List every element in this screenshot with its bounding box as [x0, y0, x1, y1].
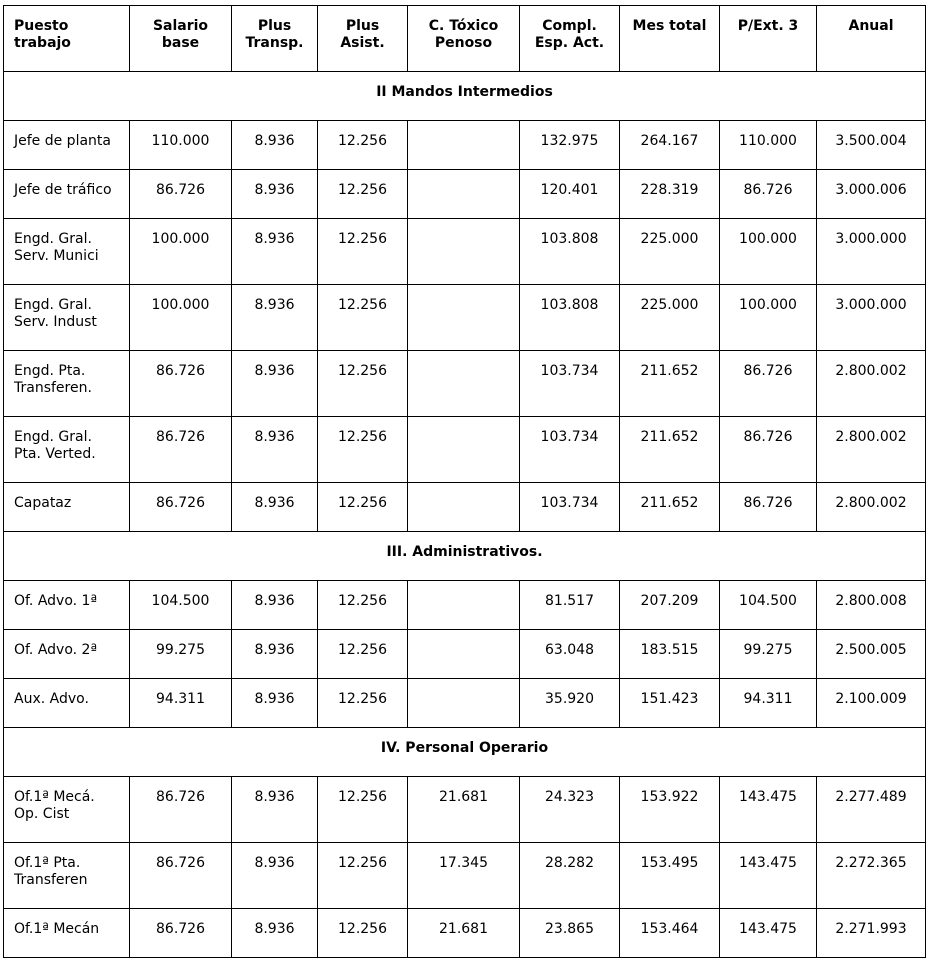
- cell-puesto: [4, 843, 130, 909]
- cell-mes-total: [620, 483, 720, 532]
- cell-salario-base: [130, 777, 232, 843]
- cell-value: 12.256: [338, 691, 387, 707]
- header-puesto-trabajo: Puesto trabajo: [4, 6, 130, 72]
- cell-toxico-penoso: [408, 170, 520, 219]
- cell-puesto: [4, 285, 130, 351]
- cell-value: 2.800.002: [835, 429, 907, 445]
- cell-value: 100.000: [151, 231, 210, 247]
- cell-salario-base: [130, 630, 232, 679]
- cell-toxico-penoso: [408, 909, 520, 958]
- cell-value: 8.936: [254, 495, 295, 511]
- cell-anual: [817, 777, 926, 843]
- cell-value: 12.256: [338, 855, 387, 871]
- cell-value: 94.311: [156, 691, 205, 707]
- cell-salario-base: [130, 351, 232, 417]
- cell-compl-esp-act: [520, 170, 620, 219]
- section-title: IV. Personal Operario: [4, 728, 926, 777]
- cell-value: 211.652: [640, 363, 699, 379]
- table-row: [4, 285, 926, 351]
- cell-value: 2.271.993: [835, 921, 907, 937]
- cell-value: 103.734: [540, 363, 599, 379]
- cell-mes-total: [620, 417, 720, 483]
- cell-p-ext-3: [720, 843, 817, 909]
- cell-plus-transp: [232, 581, 318, 630]
- cell-value: 23.865: [545, 921, 594, 937]
- cell-anual: [817, 909, 926, 958]
- cell-value: 21.681: [439, 921, 488, 937]
- cell-compl-esp-act: [520, 417, 620, 483]
- cell-puesto: [4, 121, 130, 170]
- cell-value: Engd. Gral. Pta. Verted.: [14, 429, 96, 462]
- cell-value: 8.936: [254, 691, 295, 707]
- cell-p-ext-3: [720, 630, 817, 679]
- table-row: [4, 483, 926, 532]
- cell-value: 8.936: [254, 642, 295, 658]
- cell-value: 153.922: [640, 789, 699, 805]
- cell-mes-total: [620, 351, 720, 417]
- header-salario-base: Salario base: [130, 6, 232, 72]
- cell-salario-base: [130, 843, 232, 909]
- cell-p-ext-3: [720, 417, 817, 483]
- cell-value: 12.256: [338, 593, 387, 609]
- cell-value: 86.726: [156, 789, 205, 805]
- table-row: [4, 417, 926, 483]
- cell-value: Engd. Gral. Serv. Munici: [14, 231, 99, 264]
- cell-plus-asist: [318, 170, 408, 219]
- cell-value: 110.000: [739, 133, 797, 149]
- cell-p-ext-3: [720, 483, 817, 532]
- cell-compl-esp-act: [520, 219, 620, 285]
- cell-value: 86.726: [743, 182, 793, 198]
- cell-anual: [817, 843, 926, 909]
- cell-value: 104.500: [151, 593, 210, 609]
- cell-value: Jefe de planta: [14, 133, 111, 149]
- cell-value: 86.726: [156, 855, 205, 871]
- cell-value: Engd. Gral. Serv. Indust: [14, 297, 97, 330]
- cell-value: 103.808: [540, 231, 599, 247]
- cell-value: Of.1ª Pta. Transferen: [14, 855, 88, 888]
- table-row: [4, 843, 926, 909]
- cell-value: 81.517: [545, 593, 594, 609]
- cell-value: 228.319: [640, 182, 699, 198]
- cell-salario-base: [130, 483, 232, 532]
- table-row: [4, 170, 926, 219]
- table-row: [4, 121, 926, 170]
- cell-value: 151.423: [640, 691, 699, 707]
- cell-value: 143.475: [739, 921, 797, 937]
- cell-value: 211.652: [640, 429, 699, 445]
- cell-toxico-penoso: [408, 843, 520, 909]
- cell-value: 28.282: [545, 855, 594, 871]
- cell-compl-esp-act: [520, 843, 620, 909]
- cell-value: 99.275: [156, 642, 205, 658]
- cell-value: 8.936: [254, 297, 295, 313]
- cell-value: 12.256: [338, 363, 387, 379]
- cell-value: 103.734: [540, 495, 599, 511]
- cell-anual: [817, 417, 926, 483]
- cell-value: 2.277.489: [835, 789, 907, 805]
- cell-value: 2.272.365: [835, 855, 907, 871]
- cell-p-ext-3: [720, 170, 817, 219]
- cell-p-ext-3: [720, 285, 817, 351]
- cell-value: 12.256: [338, 297, 387, 313]
- table-row: [4, 219, 926, 285]
- cell-value: 143.475: [739, 789, 797, 805]
- cell-p-ext-3: [720, 909, 817, 958]
- salary-table: [3, 5, 926, 958]
- cell-puesto: [4, 417, 130, 483]
- cell-value: Aux. Advo.: [14, 691, 89, 707]
- header-anual: Anual: [817, 6, 926, 72]
- cell-value: 35.920: [545, 691, 594, 707]
- cell-salario-base: [130, 679, 232, 728]
- cell-value: Engd. Pta. Transferen.: [14, 363, 92, 396]
- cell-plus-asist: [318, 630, 408, 679]
- cell-value: 94.311: [743, 691, 793, 707]
- table-row: [4, 630, 926, 679]
- cell-plus-transp: [232, 219, 318, 285]
- cell-plus-transp: [232, 909, 318, 958]
- cell-value: 12.256: [338, 133, 387, 149]
- cell-salario-base: [130, 909, 232, 958]
- cell-value: 86.726: [156, 495, 205, 511]
- cell-plus-asist: [318, 285, 408, 351]
- cell-value: 8.936: [254, 921, 295, 937]
- cell-value: 3.000.000: [835, 231, 907, 247]
- cell-value: 8.936: [254, 429, 295, 445]
- cell-anual: [817, 483, 926, 532]
- cell-value: 12.256: [338, 231, 387, 247]
- cell-value: 99.275: [743, 642, 793, 658]
- cell-value: 2.100.009: [835, 691, 907, 707]
- cell-plus-asist: [318, 909, 408, 958]
- cell-compl-esp-act: [520, 909, 620, 958]
- cell-salario-base: [130, 285, 232, 351]
- table-row: [4, 909, 926, 958]
- cell-puesto: [4, 630, 130, 679]
- cell-mes-total: [620, 777, 720, 843]
- cell-value: 103.808: [540, 297, 599, 313]
- table-row: [4, 581, 926, 630]
- cell-value: 12.256: [338, 495, 387, 511]
- cell-value: Of.1ª Mecán: [14, 921, 100, 937]
- cell-salario-base: [130, 417, 232, 483]
- cell-plus-transp: [232, 843, 318, 909]
- cell-toxico-penoso: [408, 483, 520, 532]
- cell-compl-esp-act: [520, 121, 620, 170]
- cell-value: 225.000: [640, 231, 699, 247]
- cell-value: 24.323: [545, 789, 594, 805]
- cell-value: 8.936: [254, 363, 295, 379]
- cell-plus-transp: [232, 285, 318, 351]
- cell-mes-total: [620, 679, 720, 728]
- cell-value: 12.256: [338, 921, 387, 937]
- cell-compl-esp-act: [520, 581, 620, 630]
- header-row: [4, 6, 926, 72]
- cell-value: 8.936: [254, 593, 295, 609]
- cell-plus-transp: [232, 170, 318, 219]
- cell-mes-total: [620, 909, 720, 958]
- cell-value: 3.000.006: [835, 182, 907, 198]
- cell-anual: [817, 630, 926, 679]
- cell-salario-base: [130, 121, 232, 170]
- cell-plus-transp: [232, 483, 318, 532]
- cell-value: 17.345: [439, 855, 488, 871]
- table-row: [4, 351, 926, 417]
- cell-value: 86.726: [156, 429, 205, 445]
- cell-value: 132.975: [540, 133, 599, 149]
- cell-toxico-penoso: [408, 581, 520, 630]
- cell-value: 104.500: [739, 593, 797, 609]
- cell-plus-transp: [232, 679, 318, 728]
- cell-value: 8.936: [254, 789, 295, 805]
- cell-anual: [817, 679, 926, 728]
- cell-value: 2.800.002: [835, 495, 907, 511]
- section-row: [4, 72, 926, 121]
- cell-toxico-penoso: [408, 351, 520, 417]
- table-row: [4, 777, 926, 843]
- cell-value: 3.500.004: [835, 133, 907, 149]
- cell-toxico-penoso: [408, 219, 520, 285]
- cell-value: 86.726: [156, 921, 205, 937]
- cell-value: 3.000.000: [835, 297, 907, 313]
- cell-compl-esp-act: [520, 679, 620, 728]
- cell-value: 8.936: [254, 855, 295, 871]
- cell-compl-esp-act: [520, 630, 620, 679]
- cell-value: 86.726: [743, 363, 793, 379]
- cell-puesto: [4, 170, 130, 219]
- cell-value: Capataz: [14, 495, 72, 511]
- cell-plus-transp: [232, 777, 318, 843]
- cell-anual: [817, 219, 926, 285]
- cell-value: 264.167: [640, 133, 699, 149]
- section-row: [4, 532, 926, 581]
- cell-value: 2.800.002: [835, 363, 907, 379]
- cell-value: Of. Advo. 1ª: [14, 593, 98, 609]
- cell-value: 8.936: [254, 182, 295, 198]
- header-plus-transp: Plus Transp.: [232, 6, 318, 72]
- cell-p-ext-3: [720, 777, 817, 843]
- cell-plus-asist: [318, 581, 408, 630]
- cell-puesto: [4, 679, 130, 728]
- cell-value: 153.495: [640, 855, 699, 871]
- cell-puesto: [4, 777, 130, 843]
- cell-mes-total: [620, 843, 720, 909]
- cell-value: Of.1ª Mecá. Op. Cist: [14, 789, 95, 822]
- cell-mes-total: [620, 219, 720, 285]
- section-row: [4, 728, 926, 777]
- cell-value: 12.256: [338, 789, 387, 805]
- cell-mes-total: [620, 581, 720, 630]
- section-title: III. Administrativos.: [4, 532, 926, 581]
- cell-value: Jefe de tráfico: [14, 182, 112, 198]
- table-row: [4, 679, 926, 728]
- header-compl-esp-act: Compl. Esp. Act.: [520, 6, 620, 72]
- cell-plus-asist: [318, 483, 408, 532]
- cell-compl-esp-act: [520, 285, 620, 351]
- cell-puesto: [4, 909, 130, 958]
- cell-value: 8.936: [254, 231, 295, 247]
- cell-value: 12.256: [338, 429, 387, 445]
- cell-value: 2.500.005: [835, 642, 907, 658]
- cell-compl-esp-act: [520, 777, 620, 843]
- cell-value: 100.000: [739, 231, 797, 247]
- cell-value: 110.000: [151, 133, 210, 149]
- cell-p-ext-3: [720, 219, 817, 285]
- cell-p-ext-3: [720, 679, 817, 728]
- cell-value: 211.652: [640, 495, 699, 511]
- cell-anual: [817, 351, 926, 417]
- cell-value: 86.726: [743, 495, 793, 511]
- cell-mes-total: [620, 630, 720, 679]
- cell-toxico-penoso: [408, 777, 520, 843]
- header-toxico-penoso: C. Tóxico Penoso: [408, 6, 520, 72]
- cell-mes-total: [620, 170, 720, 219]
- cell-plus-asist: [318, 351, 408, 417]
- cell-value: 100.000: [739, 297, 797, 313]
- cell-value: 2.800.008: [835, 593, 907, 609]
- cell-toxico-penoso: [408, 630, 520, 679]
- cell-value: 12.256: [338, 182, 387, 198]
- cell-anual: [817, 581, 926, 630]
- cell-value: 86.726: [743, 429, 793, 445]
- cell-value: 21.681: [439, 789, 488, 805]
- cell-value: 225.000: [640, 297, 699, 313]
- cell-salario-base: [130, 219, 232, 285]
- cell-mes-total: [620, 121, 720, 170]
- cell-anual: [817, 121, 926, 170]
- cell-plus-asist: [318, 417, 408, 483]
- cell-puesto: [4, 351, 130, 417]
- cell-plus-transp: [232, 630, 318, 679]
- cell-value: 100.000: [151, 297, 210, 313]
- cell-value: 153.464: [640, 921, 699, 937]
- cell-value: 8.936: [254, 133, 295, 149]
- header-mes-total: Mes total: [620, 6, 720, 72]
- cell-compl-esp-act: [520, 351, 620, 417]
- cell-puesto: [4, 483, 130, 532]
- cell-salario-base: [130, 581, 232, 630]
- cell-anual: [817, 170, 926, 219]
- cell-puesto: [4, 581, 130, 630]
- header-p-ext-3: P/Ext. 3: [720, 6, 817, 72]
- cell-p-ext-3: [720, 581, 817, 630]
- cell-toxico-penoso: [408, 679, 520, 728]
- cell-value: 207.209: [640, 593, 699, 609]
- cell-anual: [817, 285, 926, 351]
- cell-plus-asist: [318, 843, 408, 909]
- cell-value: 12.256: [338, 642, 387, 658]
- cell-compl-esp-act: [520, 483, 620, 532]
- cell-value: 86.726: [156, 363, 205, 379]
- cell-value: 103.734: [540, 429, 599, 445]
- header-plus-asist: Plus Asist.: [318, 6, 408, 72]
- cell-value: 86.726: [156, 182, 205, 198]
- cell-plus-transp: [232, 417, 318, 483]
- cell-value: 143.475: [739, 855, 797, 871]
- cell-mes-total: [620, 285, 720, 351]
- cell-puesto: [4, 219, 130, 285]
- cell-p-ext-3: [720, 121, 817, 170]
- cell-plus-transp: [232, 351, 318, 417]
- section-title: II Mandos Intermedios: [4, 72, 926, 121]
- cell-plus-asist: [318, 679, 408, 728]
- cell-value: Of. Advo. 2ª: [14, 642, 98, 658]
- cell-salario-base: [130, 170, 232, 219]
- cell-p-ext-3: [720, 351, 817, 417]
- cell-toxico-penoso: [408, 417, 520, 483]
- cell-plus-asist: [318, 121, 408, 170]
- cell-plus-asist: [318, 777, 408, 843]
- cell-toxico-penoso: [408, 285, 520, 351]
- cell-value: 63.048: [545, 642, 594, 658]
- cell-value: 120.401: [540, 182, 599, 198]
- cell-value: 183.515: [640, 642, 699, 658]
- cell-plus-asist: [318, 219, 408, 285]
- cell-plus-transp: [232, 121, 318, 170]
- cell-toxico-penoso: [408, 121, 520, 170]
